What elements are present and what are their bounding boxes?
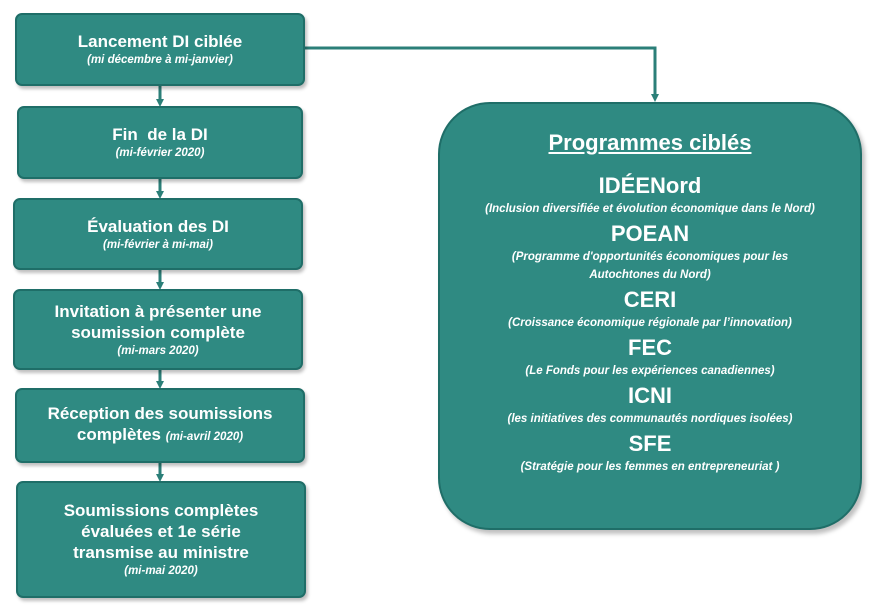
programme-ceri — [440, 286, 860, 332]
step-soumissions — [16, 481, 306, 598]
step-title-line2: complètes — [76, 425, 161, 444]
programme-name: FEC — [628, 335, 672, 360]
programme-desc: (Croissance économique régionale par l’innovation) — [508, 317, 792, 329]
step-fin-di — [17, 106, 303, 179]
programme-desc: (Le Fonds pour les expériences canadiennes) — [525, 365, 775, 377]
programme-desc: (Inclusion diversifiée et évolution économique dans le Nord) — [485, 203, 815, 215]
step-invitation — [13, 289, 303, 370]
programme-desc: (Programme d'opportunités économiques pour les Autochtones du Nord) — [511, 251, 789, 281]
programme-desc: (les initiatives des communautés nordiques isolées) — [507, 413, 793, 425]
programme-desc: (Stratégie pour les femmes en entrepreneuriat ) — [520, 461, 780, 473]
step-reception — [15, 388, 305, 463]
step-title-line2: soumission complète — [71, 322, 245, 342]
step-evaluation — [13, 198, 303, 270]
step-title-line1: Soumissions complètes — [63, 501, 259, 520]
programme-name: POEAN — [610, 221, 690, 246]
programme-sfe — [440, 430, 860, 476]
programme-poean — [440, 220, 860, 284]
step-period: (mi-mai 2020) — [124, 565, 198, 577]
programmes-heading: Programmes ciblés — [548, 130, 752, 155]
step-period: (mi-février à mi-mai) — [103, 238, 213, 251]
step-title-line2: évaluées et 1e série — [81, 522, 241, 541]
step-period: (mi-février 2020) — [115, 147, 205, 159]
step-period: (mi-mars 2020) — [117, 344, 199, 357]
programmes-box — [438, 102, 862, 530]
step-title: Évaluation des DI — [87, 216, 229, 236]
programme-icni — [440, 382, 860, 428]
programme-name: SFE — [628, 431, 672, 456]
arrow-step1-programmes — [305, 48, 655, 98]
step-title-line1: Invitation à présenter une — [54, 301, 262, 321]
step-title: Lancement DI ciblée — [77, 32, 243, 51]
programme-fec — [440, 334, 860, 380]
programme-ideenord — [440, 172, 860, 218]
step-period: (mi-avril 2020) — [165, 431, 244, 443]
step-period: (mi décembre à mi-janvier) — [87, 54, 233, 66]
step-title-line2-row — [77, 424, 243, 448]
step-title: Fin de la DI — [112, 125, 208, 144]
step-title-line1: Réception des soumissions — [47, 404, 273, 423]
step-title-line3: transmise au ministre — [73, 543, 249, 562]
programme-name: CERI — [623, 287, 677, 312]
programme-name: ICNI — [628, 383, 672, 408]
programme-name: IDÉENord — [598, 173, 702, 198]
step-lancement — [15, 13, 305, 86]
